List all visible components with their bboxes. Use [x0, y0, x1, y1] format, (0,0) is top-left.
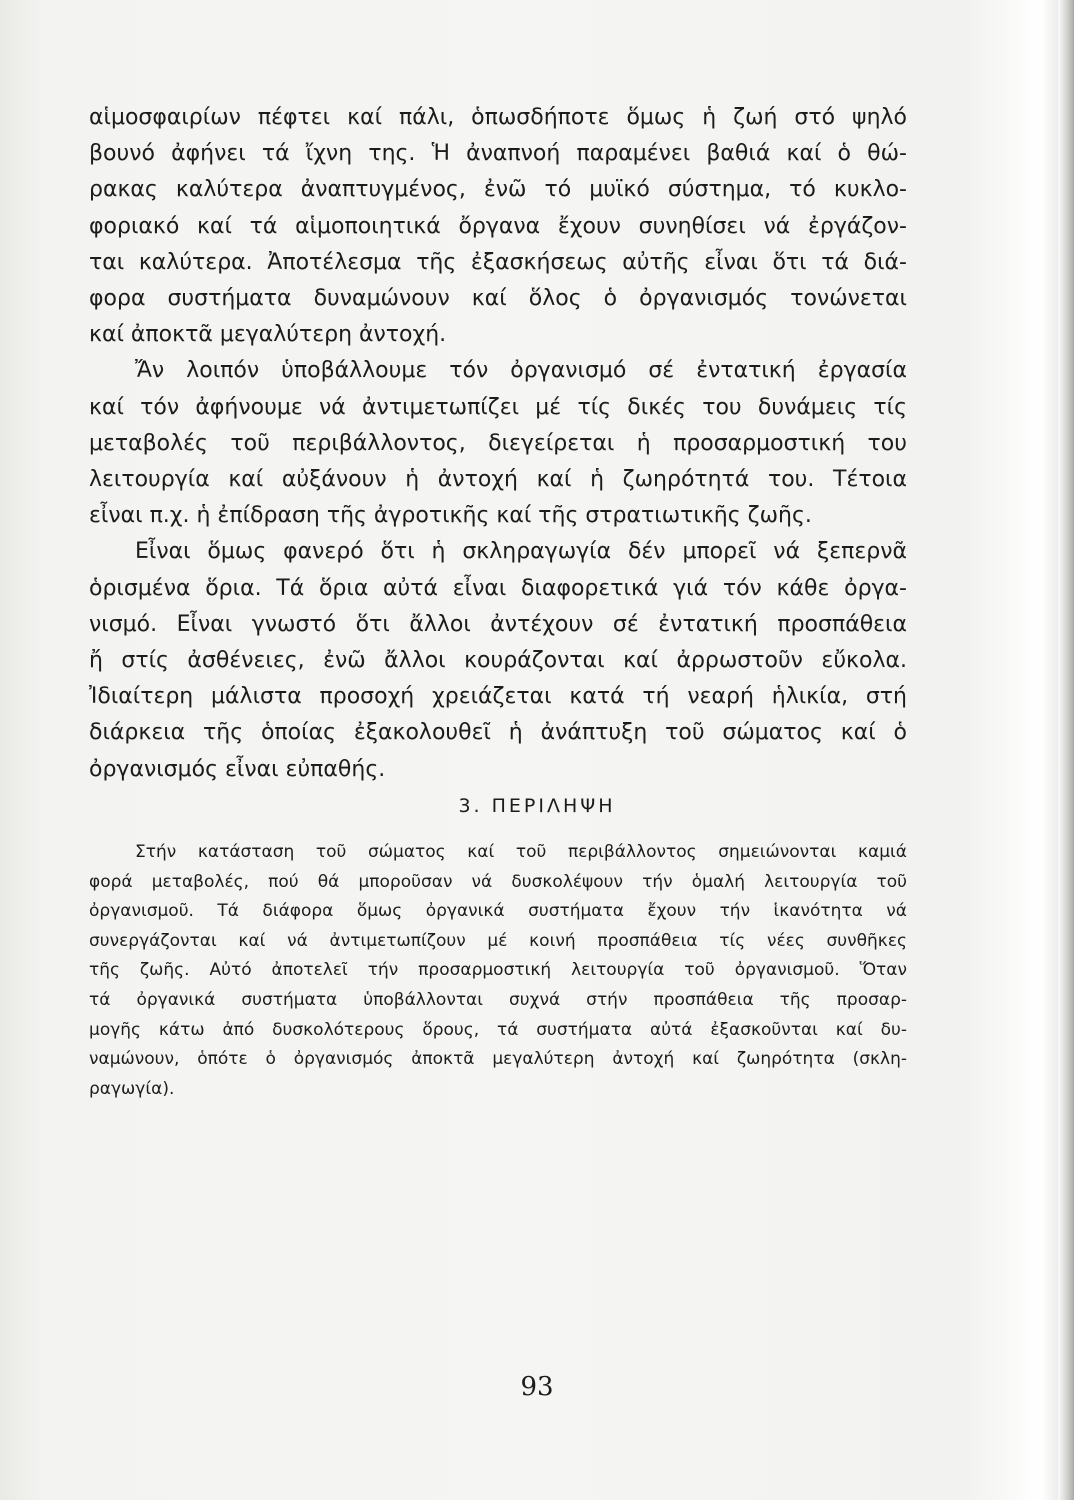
- section-heading: 3. ΠΕΡΙΛΗΨΗ: [458, 795, 616, 817]
- body-line: διάρκεια τῆς ὁποίας ἐξακολουθεῖ ἡ ἀνάπτυξη τοῦ σώματος καί ὁ: [89, 720, 907, 746]
- body-line: Εἶναι ὅμως φανερό ὅτι ἡ σκληραγωγία δέν μπορεῖ νά ξεπερνᾶ: [135, 539, 907, 565]
- body-line: μεταβολές τοῦ περιβάλλοντος, διεγείρεται ἡ προσαρμοστική του: [89, 430, 907, 456]
- body-line: αἱμοσφαιρίων πέφτει καί πάλι, ὁπωσδήποτε ὅμως ἡ ζωή στό ψηλό: [89, 105, 907, 130]
- body-line: νισμό. Εἶναι γνωστό ὅτι ἄλλοι ἀντέχουν σέ ἐντατική προσπάθεια: [89, 611, 907, 637]
- body-line: ται καλύτερα. Ἀποτέλεσμα τῆς ἐξασκήσεως αὐτῆς εἶναι ὅτι τά διά-: [89, 249, 907, 275]
- summary-line: ὀργανισμοῦ. Τά διάφορα ὅμως ὀργανικά συστήματα ἔχουν τήν ἱκανότητα νά: [89, 901, 907, 922]
- summary-line: ραγωγία).: [89, 1078, 175, 1099]
- summary-line: τά ὀργανικά συστήματα ὑποβάλλονται συχνά στήν προσπάθεια τῆς προσαρ-: [89, 989, 907, 1010]
- summary-paragraph: [89, 838, 907, 1104]
- summary-line: φορά μεταβολές, πού θά μποροῦσαν νά δυσκολέψουν τήν ὁμαλή λειτουργία τοῦ: [89, 871, 907, 892]
- page-edge-shadow: [1058, 0, 1074, 1500]
- body-line: καί ἀποκτᾶ μεγαλύτερη ἀντοχή.: [89, 322, 447, 348]
- body-line: ἤ στίς ἀσθένειες, ἐνῶ ἄλλοι κουράζονται καί ἀρρωστοῦν εὔκολα.: [89, 648, 907, 674]
- body-line: Ἰδιαίτερη μάλιστα προσοχή χρειάζεται κατά τή νεαρή ἡλικία, στή: [89, 684, 907, 710]
- summary-line: συνεργάζονται καί νά ἀντιμετωπίζουν μέ κοινή προσπάθεια τίς νέες συνθῆκες: [89, 930, 907, 951]
- body-line: φορα συστήματα δυναμώνουν καί ὅλος ὁ ὀργανισμός τονώνεται: [89, 286, 907, 312]
- body-line: εἶναι π.χ. ἡ ἐπίδραση τῆς ἀγροτικῆς καί τῆς στρατιωτικῆς ζωῆς.: [89, 503, 812, 529]
- body-line: ὀργανισμός εἶναι εὐπαθής.: [89, 756, 386, 782]
- summary-line: Στήν κατάσταση τοῦ σώματος καί τοῦ περιβάλλοντος σημειώνονται καμιά: [135, 842, 907, 862]
- body-line: Ἄν λοιπόν ὑποβάλλουμε τόν ὀργανισμό σέ ἐντατική ἐργασία: [135, 358, 907, 384]
- page-number: 93: [520, 1372, 554, 1402]
- summary-line: ναμώνουν, ὁπότε ὁ ὀργανισμός ἀποκτᾶ μεγαλύτερη ἀντοχή καί ζωηρότητα (σκλη-: [89, 1049, 907, 1070]
- body-line: λειτουργία καί αὐξάνουν ἡ ἀντοχή καί ἡ ζωηρότητά του. Τέτοια: [89, 467, 907, 493]
- summary-line: τῆς ζωῆς. Αὐτό ἀποτελεῖ τήν προσαρμοστική λειτουργία τοῦ ὀργανισμοῦ. Ὅταν: [89, 960, 907, 981]
- body-line: φοριακό καί τά αἱμοποιητικά ὄργανα ἔχουν συνηθίσει νά ἐργάζον-: [89, 213, 907, 239]
- body-line: ρακας καλύτερα ἀναπτυγμένος, ἐνῶ τό μυϊκό σύστημα, τό κυκλο-: [89, 177, 907, 203]
- body-paragraphs: [89, 100, 907, 788]
- body-line: ὁρισμένα ὅρια. Τά ὅρια αὐτά εἶναι διαφορετικά γιά τόν κάθε ὀργα-: [89, 575, 907, 601]
- body-line: βουνό ἀφήνει τά ἴχνη της. Ἡ ἀναπνοή παραμένει βαθιά καί ὁ θώ-: [89, 141, 907, 167]
- summary-line: μογῆς κάτω ἀπό δυσκολότερους ὅρους, τά συστήματα αὐτά ἐξασκοῦνται καί δυ-: [89, 1019, 907, 1040]
- body-line: καί τόν ἀφήνουμε νά ἀντιμετωπίζει μέ τίς δικές του δυνάμεις τίς: [89, 394, 907, 420]
